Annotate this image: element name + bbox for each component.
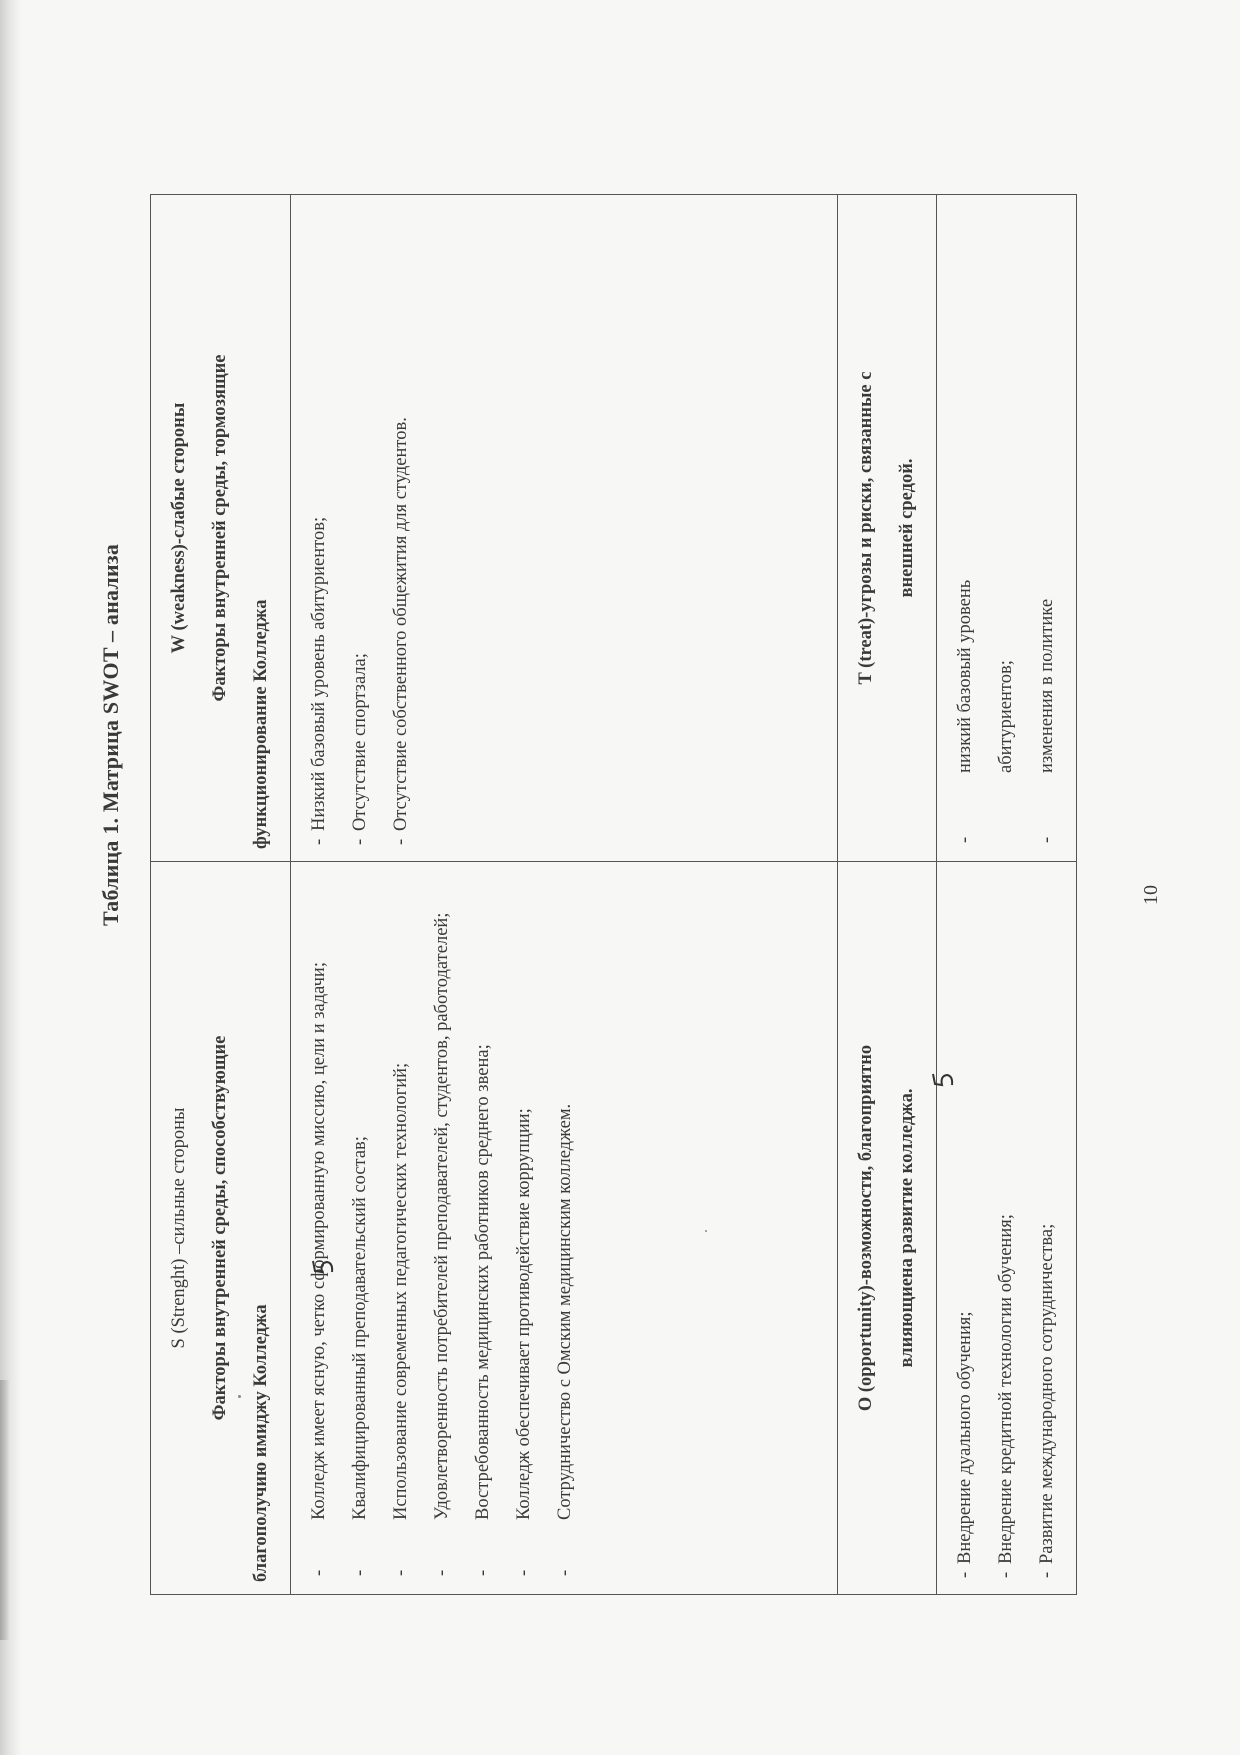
opportunities-header-cell [838, 862, 937, 1595]
weaknesses-items-cell [291, 195, 838, 862]
threats-list [945, 207, 1068, 849]
strengths-header-cell [151, 862, 291, 1595]
strengths-items-cell [291, 862, 838, 1595]
list-item: - Внедрение кредитной технологии обучения; [986, 874, 1027, 1582]
list-item: - Внедрение дуального обучения; [945, 874, 986, 1582]
threats-heading: T (treat)-угрозы и риски, связанные с [856, 371, 876, 685]
threats-items-cell [937, 195, 1077, 862]
list-item: - Удовлетворенность потребителей преподавателей, студентов, работодателей; [422, 874, 463, 1582]
list-item: - Квалифицированный преподавательский состав; [340, 874, 381, 1582]
table-row-external-headers [838, 195, 937, 1595]
threats-description-line: внешней средой. [897, 458, 917, 598]
list-item: - Востребованность медицинских работников среднего звена; [463, 874, 504, 1582]
list-item: - Развитие международного сотрудничества; [1027, 874, 1068, 1582]
swot-matrix-table [150, 194, 1077, 1595]
strengths-description-line: благополучию имиджу Колледжа [251, 1304, 271, 1582]
table-title: Таблица 1. Матрица SWOT – анализа [98, 543, 123, 927]
strengths-heading: S (Strenght) –сильные стороны [169, 1107, 189, 1349]
weaknesses-list [299, 207, 422, 849]
strengths-description-line: Факторы внутренней среды, способствующие [210, 1035, 230, 1421]
handwritten-correction-mark [310, 1255, 336, 1277]
strengths-list [299, 874, 586, 1582]
opportunities-list [945, 874, 1068, 1582]
weaknesses-header-cell [151, 195, 291, 862]
list-item: - Колледж обеспечивает противодействие коррупции; [504, 874, 545, 1582]
table-row-internal-headers [151, 195, 291, 1595]
weaknesses-description-line: функционирование Колледжа [251, 599, 271, 849]
opportunities-heading: O (opportunity)-возможности, благоприятно [856, 1044, 876, 1412]
list-item: - Использование современных педагогических технологий; [381, 874, 422, 1582]
table-row-external-factors [937, 195, 1077, 1595]
list-item: - Отсутствие собственного общежития для студентов. [381, 207, 422, 849]
list-item: - Сотрудничество с Омским медицинским колледжем. [545, 874, 586, 1582]
list-item: - низкий базовый уровень абитуриентов; [945, 543, 1027, 849]
opportunities-description-line: влияющиена развитие колледжа. [897, 1088, 917, 1368]
weaknesses-heading: W (weakness)-слабые стороны [169, 402, 189, 654]
list-item: - Колледж имеет ясную, четко сформированную миссию, цели и задачи; [299, 874, 340, 1582]
table-row-internal-factors [291, 195, 838, 1595]
opportunities-items-cell [937, 862, 1077, 1595]
weaknesses-description-line: Факторы внутренней среды, тормозящие [210, 354, 230, 702]
page-number: 10 [1140, 885, 1162, 905]
list-item: - изменения в политике [1027, 207, 1068, 849]
list-item: - Низкий базовый уровень абитуриентов; [299, 207, 340, 849]
threats-header-cell [838, 195, 937, 862]
handwritten-correction-mark [930, 1068, 956, 1090]
list-item: - Отсутствие спортзала; [340, 207, 381, 849]
